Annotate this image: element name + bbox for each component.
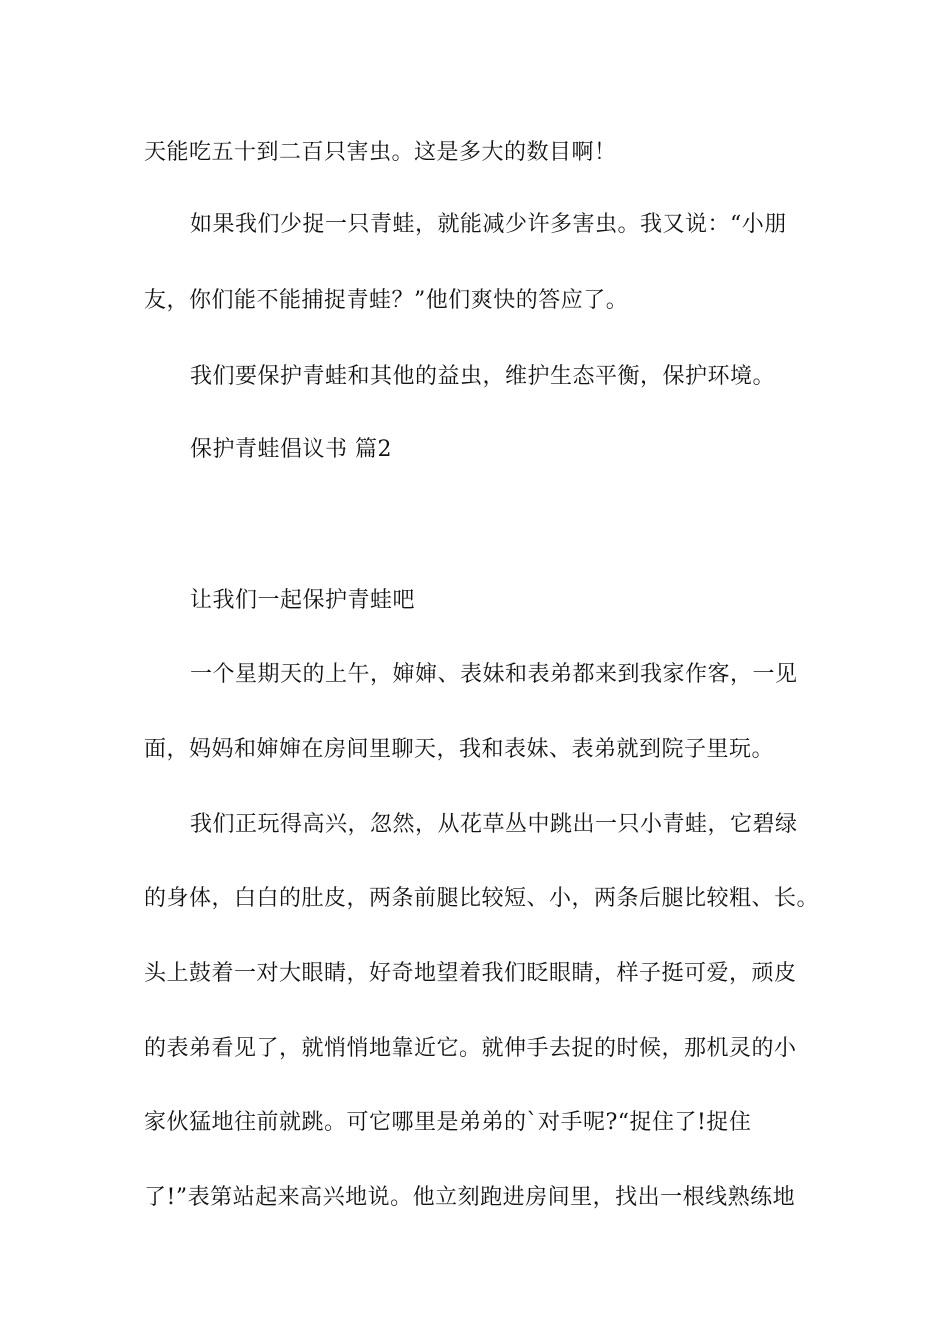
text-line: 天能吃五十到二百只害虫。这是多大的数目啊！ bbox=[144, 140, 617, 165]
text-line: 头上鼓着一对大眼睛，好奇地望着我们眨眼睛，样子挺可爱，顽皮 bbox=[144, 961, 797, 986]
article-title: 让我们一起保护青蛙吧 bbox=[190, 588, 416, 613]
text-line: 友，你们能不能捕捉青蛙？”他们爽快的答应了。 bbox=[144, 288, 629, 313]
paragraph-line: 我们正玩得高兴，忽然，从花草丛中跳出一只小青蛙，它碧绿 bbox=[190, 812, 798, 837]
text-line: 的身体，白白的肚皮，两条前腿比较短、小，两条后腿比较粗、长。 bbox=[144, 886, 820, 911]
paragraph-line: 如果我们少捉一只青蛙，就能减少许多害虫。我又说：“小朋 bbox=[190, 212, 787, 237]
paragraph-line: 我们要保护青蛙和其他的益虫，维护生态平衡，保护环境。 bbox=[190, 364, 776, 389]
text-line: 的表弟看见了，就悄悄地靠近它。就伸手去捉的时候，那机灵的小 bbox=[144, 1036, 797, 1061]
text-line: 了!”表第站起来高兴地说。他立刻跑进房间里，找出一根线熟练地 bbox=[144, 1185, 796, 1210]
text-line: 家伙猛地往前就跳。可它哪里是弟弟的`对手呢?“捉住了!捉住 bbox=[144, 1110, 752, 1135]
section-heading: 保护青蛙倡议书 篇2 bbox=[190, 437, 392, 462]
text-line: 面，妈妈和婶婶在房间里聊天，我和表妹、表弟就到院子里玩。 bbox=[144, 737, 775, 762]
paragraph-line: 一个星期天的上午，婶婶、表妹和表弟都来到我家作客，一见 bbox=[190, 662, 798, 687]
